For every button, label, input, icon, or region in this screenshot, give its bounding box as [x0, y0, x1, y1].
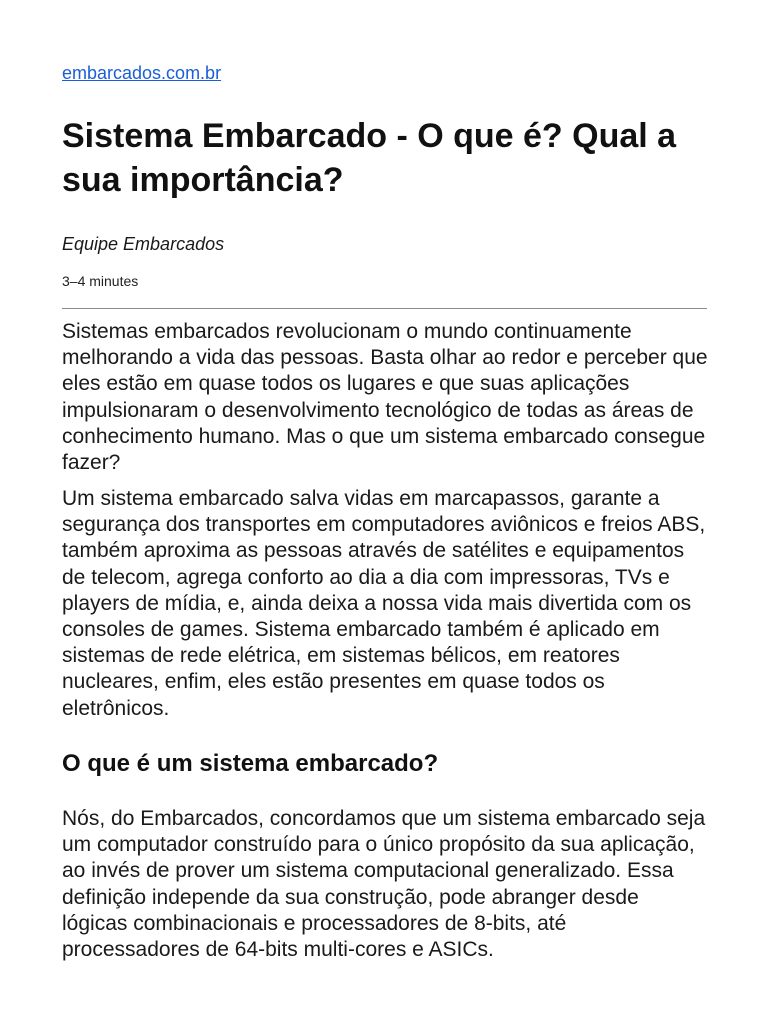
section-paragraph: Nós, do Embarcados, concordamos que um sistema embarcado seja um computador construído para o único propósito da sua aplicação, ao invés de prover um sistema computacional generalizado. Essa definição independe da sua construção, pode abranger desde lógicas combinacionais e processadores de 8-bits, até processadores de 64-bits multi-cores e ASICs.	[62, 807, 706, 962]
header-divider	[62, 308, 707, 309]
source-link[interactable]: embarcados.com.br	[62, 63, 222, 83]
article-title: Sistema Embarcado - O que é? Qual a sua importância?	[62, 117, 677, 199]
article-paragraph: Sistemas embarcados revolucionam o mundo continuamente melhorando a vida das pessoas. Basta olhar ao redor e perceber que eles estão em quase todos os lugares e que suas aplicações impulsionaram o desenvolvimento tecnológico de todas as áreas de conhecimento humano. Mas o que um sistema embarcado consegue fazer?	[62, 320, 708, 475]
reading-time: 3–4 minutes	[62, 273, 139, 289]
article-author: Equipe Embarcados	[62, 234, 225, 254]
section-heading: O que é um sistema embarcado?	[62, 750, 439, 777]
article-paragraph: Um sistema embarcado salva vidas em marcapassos, garante a segurança dos transportes em computadores aviônicos e freios ABS, também aproxima as pessoas através de satélites e equipamentos de telecom, agrega conforto ao dia a dia com impressoras, TVs e players de mídia, e, ainda deixa a nossa vida mais divertida com os consoles de games. Sistema embarcado também é aplicado em sistemas de rede elétrica, em sistemas bélicos, em reatores nucleares, enfim, eles estão presentes em quase todos os eletrônicos.	[62, 487, 706, 720]
